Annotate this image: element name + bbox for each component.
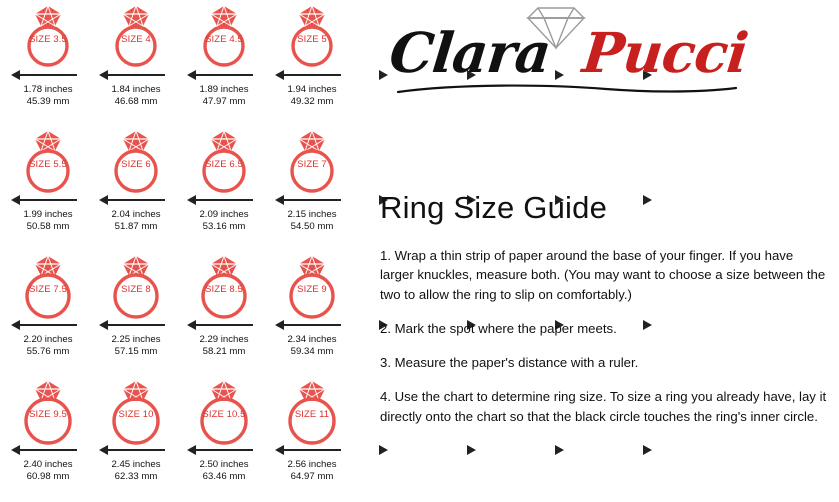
brand-logo: [378, 2, 778, 102]
width-arrow-icon: [11, 318, 85, 331]
width-arrow-icon: [275, 318, 349, 331]
measure-mm: 57.15 mm: [114, 346, 158, 358]
ring-icon: [11, 379, 85, 445]
ring-size-cell: [180, 252, 268, 377]
measure-inches: 2.25 inches: [111, 334, 161, 345]
chart-row: [4, 2, 360, 127]
guide-panel: [368, 0, 839, 501]
ring-measurements: [199, 334, 248, 359]
ring-size-cell: [180, 377, 268, 502]
ring-measurements: [199, 84, 248, 109]
ring-measurements: [111, 459, 160, 484]
width-arrow-icon: [275, 443, 349, 456]
instruction-step: 3. Measure the paper's distance with a ruler.: [380, 355, 639, 371]
page-title: Ring Size Guide: [380, 190, 608, 225]
ring-size-cell: [92, 2, 180, 127]
ring-size-label: SIZE 8.5: [205, 284, 243, 295]
measure-inches: 2.56 inches: [287, 459, 337, 470]
ring-size-cell: [4, 2, 92, 127]
width-arrow-icon: [187, 193, 261, 206]
ring-measurements: [23, 459, 72, 484]
ring-size-cell: [92, 127, 180, 252]
ring-size-cell: [268, 2, 356, 127]
ring-measurements: [287, 334, 336, 359]
measure-mm: 54.50 mm: [290, 221, 334, 233]
ring-icon: [11, 4, 85, 70]
ring-size-label: SIZE 7: [297, 159, 327, 170]
measure-inches: 2.29 inches: [199, 334, 249, 345]
measure-inches: 2.04 inches: [111, 209, 161, 220]
measure-mm: 55.76 mm: [26, 346, 70, 358]
ring-icon: [187, 4, 261, 70]
ring-icon: [275, 254, 349, 320]
width-arrow-icon: [99, 318, 173, 331]
ring-size-cell: [4, 377, 92, 502]
measure-mm: 64.97 mm: [290, 471, 334, 483]
ring-size-label: SIZE 7.5: [29, 284, 67, 295]
ring-size-label: SIZE 11: [294, 409, 330, 420]
brand-name-second: Pucci: [579, 20, 751, 85]
ring-measurements: [199, 459, 248, 484]
ring-measurements: [111, 84, 160, 109]
ring-icon: [99, 254, 173, 320]
width-arrow-icon: [11, 443, 85, 456]
ring-measurements: [287, 459, 336, 484]
ring-size-label: SIZE 10: [118, 409, 154, 420]
ring-size-cell: [268, 252, 356, 377]
ring-size-cell: [92, 377, 180, 502]
ring-size-label: SIZE 6.5: [205, 159, 243, 170]
ring-size-label: SIZE 3.5: [29, 34, 67, 45]
ring-size-label: SIZE 9: [297, 284, 327, 295]
width-arrow-icon: [11, 193, 85, 206]
measure-inches: 1.94 inches: [287, 84, 337, 95]
measure-mm: 46.68 mm: [114, 96, 158, 108]
chart-row: [4, 377, 360, 502]
ring-size-label: SIZE 8: [121, 284, 151, 295]
ring-size-label: SIZE 5: [297, 34, 327, 45]
chart-row: [4, 127, 360, 252]
instruction-step: 1. Wrap a thin strip of paper around the base of your finger. If you have larger knuckles, measure both. (You may want to choose a size between the two to allow the ring to slip on comfortably.): [380, 248, 826, 302]
instruction-list: [380, 246, 828, 441]
width-arrow-icon: [99, 193, 173, 206]
ring-size-cell: [4, 252, 92, 377]
measure-inches: 2.34 inches: [287, 334, 337, 345]
ring-icon: [275, 379, 349, 445]
ring-icon: [275, 129, 349, 195]
measure-inches: 1.89 inches: [199, 84, 249, 95]
ring-measurements: [23, 209, 72, 234]
measure-mm: 53.16 mm: [202, 221, 246, 233]
measure-inches: 2.09 inches: [199, 209, 249, 220]
ring-icon: [275, 4, 349, 70]
ring-measurements: [287, 84, 336, 109]
ring-icon: [11, 129, 85, 195]
ring-size-label: SIZE 4: [121, 34, 151, 45]
ring-size-chart: [0, 0, 360, 501]
logo-underline: [396, 82, 746, 94]
ring-measurements: [23, 334, 72, 359]
measure-inches: 1.99 inches: [23, 209, 73, 220]
width-arrow-icon: [275, 193, 349, 206]
measure-mm: 58.21 mm: [202, 346, 246, 358]
ring-size-label: SIZE 4.5: [205, 34, 243, 45]
ring-measurements: [199, 209, 248, 234]
ring-icon: [187, 129, 261, 195]
ring-size-label: SIZE 10.5: [202, 409, 246, 420]
ring-size-cell: [180, 2, 268, 127]
measure-mm: 59.34 mm: [290, 346, 334, 358]
ring-size-cell: [92, 252, 180, 377]
ring-icon: [187, 254, 261, 320]
ring-measurements: [111, 209, 160, 234]
measure-mm: 47.97 mm: [202, 96, 246, 108]
measure-mm: 51.87 mm: [114, 221, 158, 233]
measure-mm: 60.98 mm: [26, 471, 70, 483]
width-arrow-icon: [275, 68, 349, 81]
measure-inches: 1.78 inches: [23, 84, 73, 95]
width-arrow-icon: [187, 443, 261, 456]
ring-size-cell: [268, 377, 356, 502]
width-arrow-icon: [187, 318, 261, 331]
width-arrow-icon: [99, 68, 173, 81]
measure-inches: 2.50 inches: [199, 459, 249, 470]
ring-size-cell: [268, 127, 356, 252]
brand-name-first: Clara: [386, 20, 554, 85]
instruction-step: 2. Mark the spot where the paper meets.: [380, 320, 617, 336]
measure-mm: 45.39 mm: [26, 96, 70, 108]
measure-mm: 63.46 mm: [202, 471, 246, 483]
measure-inches: 2.15 inches: [287, 209, 337, 220]
ring-icon: [99, 4, 173, 70]
measure-mm: 62.33 mm: [114, 471, 158, 483]
ring-size-cell: [180, 127, 268, 252]
instruction-step: 4. Use the chart to determine ring size. To size a ring you already have, lay it directly onto the chart so that the black circle touches the ring's inner circle.: [380, 389, 827, 424]
ring-measurements: [287, 209, 336, 234]
ring-size-label: SIZE 6: [121, 159, 151, 170]
width-arrow-icon: [99, 443, 173, 456]
ring-measurements: [23, 84, 72, 109]
measure-inches: 1.84 inches: [111, 84, 161, 95]
measure-inches: 2.45 inches: [111, 459, 161, 470]
width-arrow-icon: [187, 68, 261, 81]
ring-icon: [11, 254, 85, 320]
ring-measurements: [111, 334, 160, 359]
ring-icon: [99, 129, 173, 195]
measure-inches: 2.40 inches: [23, 459, 73, 470]
ring-size-cell: [4, 127, 92, 252]
width-arrow-icon: [11, 68, 85, 81]
ring-icon: [187, 379, 261, 445]
ring-size-label: SIZE 9.5: [29, 409, 67, 420]
ring-icon: [99, 379, 173, 445]
chart-row: [4, 252, 360, 377]
measure-mm: 49.32 mm: [290, 96, 334, 108]
measure-inches: 2.20 inches: [23, 334, 73, 345]
measure-mm: 50.58 mm: [26, 221, 70, 233]
ring-size-label: SIZE 5.5: [29, 159, 67, 170]
